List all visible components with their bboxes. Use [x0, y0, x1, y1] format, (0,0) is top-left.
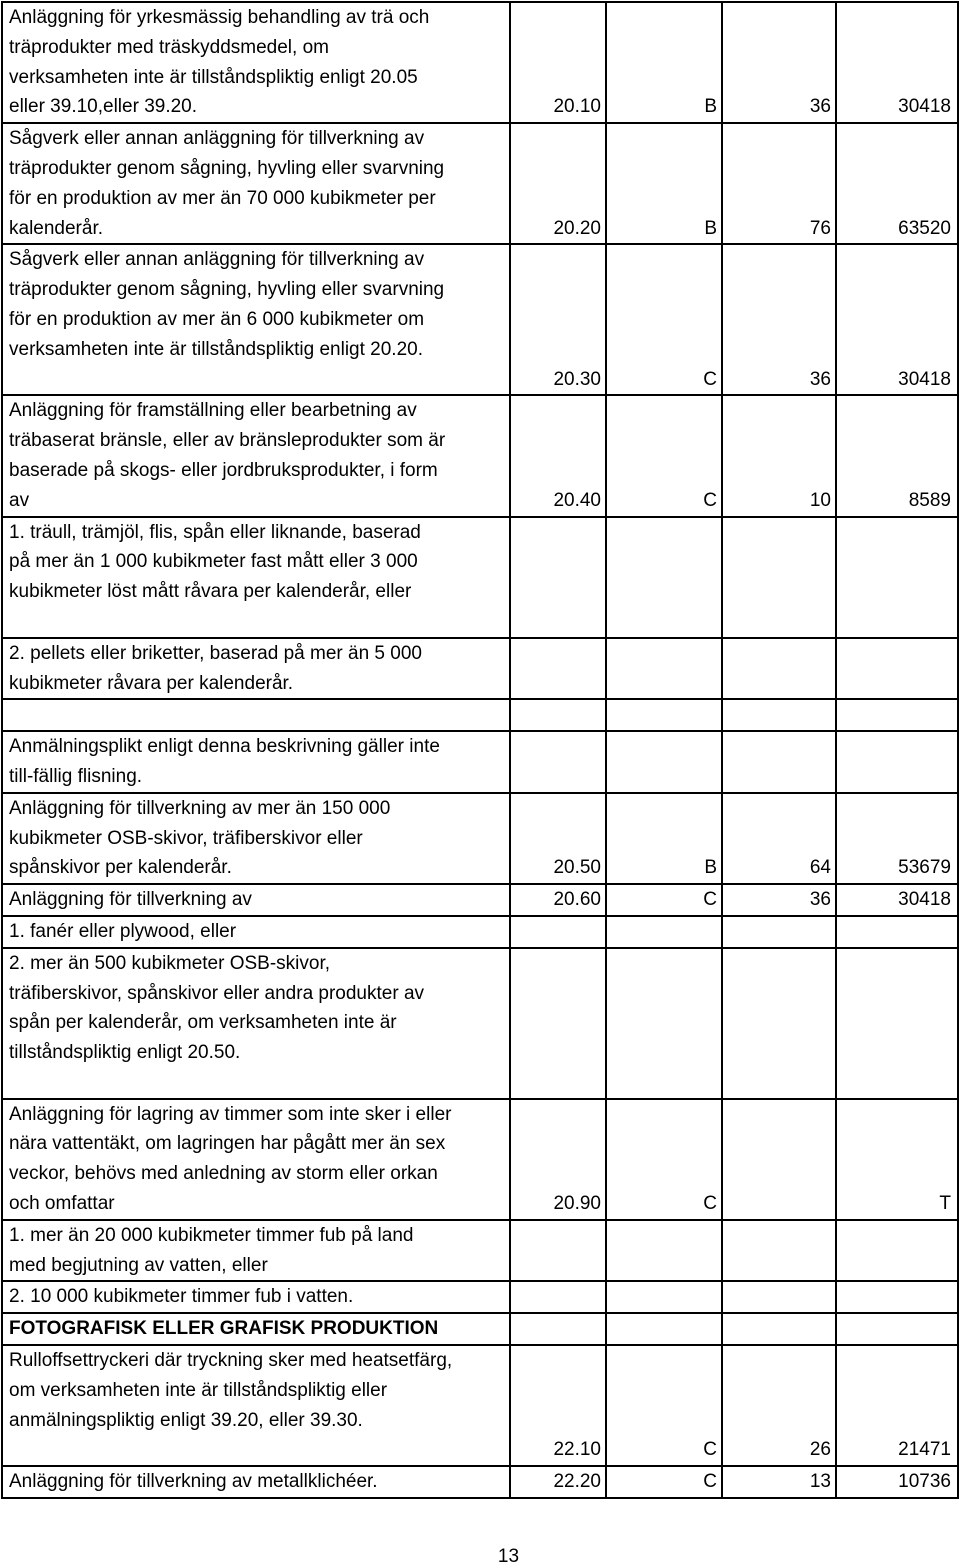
activity-description — [2, 395, 510, 516]
activity-description — [2, 793, 510, 884]
description-line: 2. 10 000 kubikmeter timmer fub i vatten. — [9, 1286, 354, 1308]
activity-code: 22.10 — [510, 1345, 606, 1466]
class-cell: B — [606, 2, 722, 123]
fee-hours-cell: 76 — [722, 123, 836, 244]
activity-description — [2, 699, 510, 731]
class-cell — [606, 731, 722, 793]
fee-amount-cell: 21471 — [836, 1345, 958, 1466]
description-line: nära vattentäkt, om lagringen har pågått mer än sex — [9, 1133, 446, 1155]
table-row — [2, 244, 958, 395]
table-row — [2, 948, 958, 1099]
activity-code — [510, 1313, 606, 1345]
activity-code — [510, 916, 606, 948]
activity-code: 22.20 — [510, 1466, 606, 1498]
description-line: veckor, behövs med anledning av storm eller orkan — [9, 1163, 438, 1185]
class-cell — [606, 1220, 722, 1282]
activity-code: 20.30 — [510, 244, 606, 395]
activity-code: 20.50 — [510, 793, 606, 884]
description-line: kubikmeter råvara per kalenderår. — [9, 672, 294, 694]
description-line: spån per kalenderår, om verksamheten inte är — [9, 1012, 397, 1034]
table-row — [2, 1466, 958, 1498]
description-line: Anläggning för tillverkning av mer än 150 000 — [9, 797, 391, 819]
description-line: Anläggning för tillverkning av — [9, 889, 252, 911]
fee-amount-cell — [836, 948, 958, 1099]
activity-table — [1, 1, 959, 1499]
fee-hours-cell: 26 — [722, 1345, 836, 1466]
table-row — [2, 1313, 958, 1345]
description-line: med begjutning av vatten, eller — [9, 1254, 268, 1276]
table-row — [2, 884, 958, 916]
class-cell — [606, 1313, 722, 1345]
fee-hours-cell — [722, 1281, 836, 1313]
description-line: för en produktion av mer än 6 000 kubikmeter om — [9, 308, 425, 330]
fee-hours-cell — [722, 1099, 836, 1220]
description-line: 1. träull, trämjöl, flis, spån eller liknande, baserad — [9, 521, 421, 543]
activity-description — [2, 2, 510, 123]
description-line: verksamheten inte är tillståndspliktig enligt 20.05 — [9, 66, 418, 88]
description-line — [9, 1435, 505, 1465]
fee-amount-cell — [836, 638, 958, 700]
fee-amount-cell — [836, 916, 958, 948]
description-line: FOTOGRAFISK ELLER GRAFISK PRODUKTION — [9, 1318, 439, 1340]
class-cell: C — [606, 1466, 722, 1498]
fee-amount-cell: 8589 — [836, 395, 958, 516]
fee-amount-cell — [836, 731, 958, 793]
description-line: spånskivor per kalenderår. — [9, 857, 232, 879]
class-cell: C — [606, 884, 722, 916]
description-line: Anläggning för yrkesmässig behandling av trä och — [9, 7, 430, 28]
description-line: anmälningspliktig enligt 39.20, eller 39.30. — [9, 1409, 363, 1431]
description-line: eller 39.10,eller 39.20. — [9, 96, 198, 118]
activity-description — [2, 1220, 510, 1282]
table-row — [2, 1345, 958, 1466]
fee-hours-cell — [722, 916, 836, 948]
description-line: baserade på skogs- eller jordbruksprodukter, i form — [9, 459, 438, 481]
activity-code — [510, 1220, 606, 1282]
table-row — [2, 1099, 958, 1220]
activity-description — [2, 948, 510, 1099]
description-line: 2. mer än 500 kubikmeter OSB-skivor, — [9, 952, 331, 974]
activity-description — [2, 244, 510, 395]
class-cell: C — [606, 244, 722, 395]
activity-code: 20.60 — [510, 884, 606, 916]
fee-hours-cell — [722, 517, 836, 638]
description-line: för en produktion av mer än 70 000 kubikmeter per — [9, 187, 436, 209]
description-line: på mer än 1 000 kubikmeter fast mått eller 3 000 — [9, 551, 418, 573]
table-row — [2, 517, 958, 638]
class-cell — [606, 638, 722, 700]
description-line: 1. mer än 20 000 kubikmeter timmer fub på land — [9, 1224, 414, 1246]
table-row — [2, 123, 958, 244]
fee-hours-cell — [722, 731, 836, 793]
fee-hours-cell — [722, 699, 836, 731]
fee-amount-cell — [836, 1220, 958, 1282]
table-row — [2, 1220, 958, 1282]
fee-hours-cell: 36 — [722, 244, 836, 395]
table-row — [2, 2, 958, 123]
class-cell — [606, 948, 722, 1099]
description-line: Anmälningsplikt enligt denna beskrivning gäller inte — [9, 736, 440, 758]
activity-code — [510, 699, 606, 731]
class-cell: C — [606, 1345, 722, 1466]
activity-description — [2, 517, 510, 638]
activity-code — [510, 517, 606, 638]
fee-amount-cell: 53679 — [836, 793, 958, 884]
description-line: 1. fanér eller plywood, eller — [9, 920, 237, 942]
class-cell: B — [606, 123, 722, 244]
fee-hours-cell — [722, 948, 836, 1099]
description-line: Sågverk eller annan anläggning för tillverkning av — [9, 249, 425, 271]
activity-description — [2, 1345, 510, 1466]
table-row — [2, 638, 958, 700]
description-line — [9, 1068, 505, 1098]
description-line: Anläggning för lagring av timmer som inte sker i eller — [9, 1103, 452, 1125]
fee-hours-cell: 36 — [722, 2, 836, 123]
activity-code: 20.40 — [510, 395, 606, 516]
activity-code — [510, 1281, 606, 1313]
fee-amount-cell — [836, 1313, 958, 1345]
class-cell: C — [606, 1099, 722, 1220]
fee-hours-cell — [722, 638, 836, 700]
table-row — [2, 731, 958, 793]
page-number: 13 — [497, 1546, 520, 1567]
class-cell — [606, 517, 722, 638]
description-line: träbaserat bränsle, eller av bränsleprodukter som är — [9, 430, 446, 452]
activity-description — [2, 916, 510, 948]
activity-code — [510, 948, 606, 1099]
description-line: träfiberskivor, spånskivor eller andra produkter av — [9, 982, 425, 1004]
fee-amount-cell: 30418 — [836, 884, 958, 916]
fee-amount-cell — [836, 1281, 958, 1313]
fee-amount-cell: 30418 — [836, 244, 958, 395]
description-line: kubikmeter löst mått råvara per kalenderår, eller — [9, 581, 412, 603]
activity-description — [2, 638, 510, 700]
description-line: 2. pellets eller briketter, baserad på mer än 5 000 — [9, 642, 422, 664]
fee-amount-cell: 63520 — [836, 123, 958, 244]
fee-hours-cell: 64 — [722, 793, 836, 884]
fee-hours-cell — [722, 1313, 836, 1345]
table-body — [2, 2, 958, 1498]
fee-hours-cell — [722, 1220, 836, 1282]
activity-description — [2, 884, 510, 916]
description-line: om verksamheten inte är tillståndspliktig eller — [9, 1379, 388, 1401]
class-cell — [606, 699, 722, 731]
fee-amount-cell: 30418 — [836, 2, 958, 123]
class-cell — [606, 916, 722, 948]
table-row — [2, 1281, 958, 1313]
fee-hours-cell: 10 — [722, 395, 836, 516]
table-row — [2, 395, 958, 516]
fee-amount-cell: T — [836, 1099, 958, 1220]
description-line: kubikmeter OSB-skivor, träfiberskivor eller — [9, 827, 363, 849]
activity-code: 20.10 — [510, 2, 606, 123]
description-line: Anläggning för framställning eller bearbetning av — [9, 400, 417, 422]
description-line: träprodukter genom sågning, hyvling eller svarvning — [9, 157, 445, 179]
table-row — [2, 793, 958, 884]
activity-code: 20.90 — [510, 1099, 606, 1220]
fee-hours-cell: 13 — [722, 1466, 836, 1498]
section-heading — [2, 1313, 510, 1345]
activity-description — [2, 1281, 510, 1313]
activity-description — [2, 731, 510, 793]
class-cell: C — [606, 395, 722, 516]
description-line: och omfattar — [9, 1193, 115, 1215]
class-cell: B — [606, 793, 722, 884]
activity-description — [2, 1466, 510, 1498]
description-line: Rulloffsettryckeri där tryckning sker med heatsetfärg, — [9, 1350, 453, 1372]
description-line: till-fällig flisning. — [9, 765, 143, 787]
description-line — [9, 700, 505, 730]
description-line: tillståndspliktig enligt 20.50. — [9, 1042, 241, 1064]
table-row — [2, 916, 958, 948]
activity-code — [510, 638, 606, 700]
description-line: kalenderår. — [9, 217, 104, 239]
activity-code — [510, 731, 606, 793]
fee-amount-cell — [836, 517, 958, 638]
fee-amount-cell — [836, 699, 958, 731]
description-line: av — [9, 489, 30, 511]
description-line — [9, 607, 505, 637]
description-line: träprodukter med träskyddsmedel, om — [9, 36, 329, 58]
fee-hours-cell: 36 — [722, 884, 836, 916]
activity-description — [2, 1099, 510, 1220]
activity-code: 20.20 — [510, 123, 606, 244]
description-line: träprodukter genom sågning, hyvling eller svarvning — [9, 279, 445, 301]
fee-amount-cell: 10736 — [836, 1466, 958, 1498]
activity-description — [2, 123, 510, 244]
description-line: Sågverk eller annan anläggning för tillverkning av — [9, 128, 425, 150]
class-cell — [606, 1281, 722, 1313]
description-line: Anläggning för tillverkning av metallklichéer. — [9, 1471, 378, 1493]
description-line — [9, 365, 505, 395]
table-row — [2, 699, 958, 731]
description-line: verksamheten inte är tillståndspliktig enligt 20.20. — [9, 338, 424, 360]
